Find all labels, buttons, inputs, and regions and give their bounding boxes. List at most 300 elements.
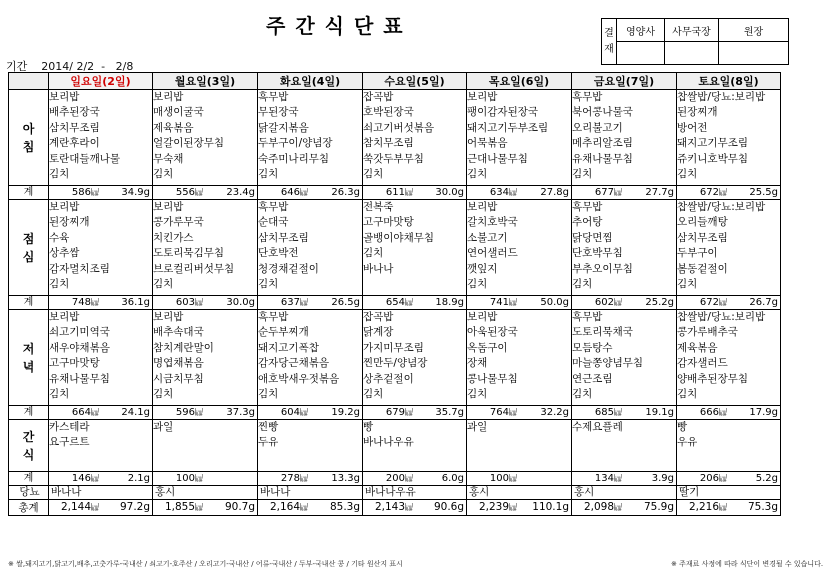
menu-item: 감자샐러드 — [677, 357, 728, 370]
menu-item: 팽이감자된장국 — [467, 106, 539, 119]
menu-item: 보리밥 — [467, 201, 498, 213]
kcal-row — [9, 406, 781, 420]
day-header: 토요일(8일) — [677, 73, 781, 90]
menu-item: 쑥갓두부무침 — [363, 152, 424, 165]
kcal-value: 679 — [385, 407, 405, 418]
meal-row — [9, 200, 781, 296]
total-protein: 75.9g — [643, 501, 674, 513]
meal-row — [9, 420, 781, 472]
menu-item: 찐만두/양념장 — [363, 357, 428, 370]
menu-item: 김치 — [677, 167, 698, 180]
menu-item: 김치 — [153, 387, 174, 400]
menu-item: 우유 — [677, 436, 698, 449]
menu-item: 수육 — [49, 231, 70, 244]
kcal-unit: ㎉ — [719, 408, 727, 417]
menu-item: 장채 — [467, 357, 488, 370]
menu-item: 참치계란말이 — [153, 341, 214, 354]
menu-item: 봄동겉절이 — [677, 262, 728, 275]
day-header: 금요일(7일) — [572, 73, 677, 90]
change-notice: ※ 주재료 사정에 따라 식단이 변경될 수 있습니다. — [671, 560, 823, 568]
protein-value: 17.9g — [749, 407, 778, 418]
kcal-unit: ㎉ — [195, 188, 203, 197]
protein-value: 26.5g — [331, 297, 360, 308]
menu-item: 흑무밥 — [258, 311, 289, 323]
menu-item: 김치 — [49, 277, 70, 290]
menu-item: 유채나물무침 — [49, 372, 110, 385]
kcal-value: 586 — [71, 187, 91, 198]
menu-item: 삼치무조림 — [258, 231, 309, 244]
menu-item: 호박된장국 — [363, 106, 414, 119]
kcal-unit: ㎉ — [405, 298, 413, 307]
menu-item: 바나나우유 — [363, 436, 414, 449]
menu-item: 닭계장 — [363, 326, 394, 339]
menu-item: 빵 — [363, 421, 374, 433]
menu-item: 부추오이무침 — [572, 262, 633, 275]
meal-label-char: 아 — [22, 121, 35, 136]
menu-cell — [49, 310, 153, 406]
menu-item: 찐빵 — [258, 421, 279, 433]
total-cell — [258, 500, 363, 516]
menu-item: 숙주미나리무침 — [258, 152, 330, 165]
kcal-unit: ㎉ — [91, 298, 99, 307]
menu-cell — [467, 200, 572, 296]
kcal-value: 764 — [489, 407, 509, 418]
meal-label-char: 점 — [22, 231, 35, 246]
menu-item: 갈치호박국 — [467, 216, 518, 229]
menu-cell — [153, 310, 258, 406]
menu-item: 김치 — [153, 167, 174, 180]
kcal-value: 611 — [385, 187, 405, 198]
total-kcal: 1,855 — [164, 501, 195, 513]
menu-item: 오리불고기 — [572, 121, 623, 134]
menu-item: 쥬키니호박무침 — [677, 152, 749, 165]
kcal-row-label: 계 — [9, 296, 49, 310]
menu-cell — [677, 310, 781, 406]
menu-cell — [677, 420, 781, 472]
kcal-unit: ㎉ — [300, 503, 308, 512]
menu-item: 콩가루무국 — [153, 216, 204, 229]
kcal-value: 654 — [385, 297, 405, 308]
protein-value: 30.0g — [226, 297, 255, 308]
meal-label-char: 식 — [22, 447, 35, 462]
menu-cell — [153, 90, 258, 186]
menu-item: 도토리묵김무침 — [153, 247, 225, 260]
menu-item: 감자멸치조림 — [49, 262, 110, 275]
total-kcal: 2,144 — [60, 501, 91, 513]
menu-item: 수제요플레 — [572, 421, 623, 433]
menu-item: 된장찌개 — [677, 106, 718, 119]
menu-item: 고구마맛탕 — [49, 357, 100, 370]
approval-header-director: 원장 — [719, 19, 789, 42]
menu-item: 추어탕 — [572, 216, 603, 229]
diabetic-item: 홍시 — [572, 486, 677, 500]
kcal-unit: ㎉ — [614, 188, 622, 197]
kcal-unit: ㎉ — [300, 474, 308, 483]
kcal-unit: ㎉ — [719, 474, 727, 483]
kcal-unit: ㎉ — [614, 474, 622, 483]
menu-item: 골뱅이야채무침 — [363, 231, 435, 244]
menu-item: 보리밥 — [153, 311, 184, 323]
menu-item: 방어전 — [677, 121, 708, 134]
meal-label-char: 침 — [22, 139, 35, 154]
menu-item — [467, 435, 571, 450]
kcal-unit: ㎉ — [405, 474, 413, 483]
nutrition-cell — [363, 406, 467, 420]
nutrition-cell — [153, 472, 258, 486]
diabetic-item: 바나나 — [258, 486, 363, 500]
kcal-value: 741 — [489, 297, 509, 308]
kcal-value: 748 — [71, 297, 91, 308]
protein-value: 32.2g — [540, 407, 569, 418]
menu-cell — [258, 310, 363, 406]
menu-item: 소불고기 — [467, 231, 508, 244]
menu-cell — [258, 200, 363, 296]
menu-item: 김치 — [677, 277, 698, 290]
kcal-value: 100 — [175, 473, 195, 484]
menu-item: 보리밥 — [49, 91, 80, 103]
origin-footnote: ※ 쌀,돼지고기,닭고기,배추,고춧가루-국내산 / 쇠고기-호주산 / 오리고기-국내산 / 어류-국내산 / 두부-국내산 콩 / 기타 원산지 표시 — [8, 560, 403, 568]
total-protein: 90.6g — [433, 501, 464, 513]
kcal-unit: ㎉ — [614, 503, 622, 512]
protein-value: 24.1g — [121, 407, 150, 418]
day-header-row — [9, 73, 781, 90]
protein-value: 30.0g — [435, 187, 464, 198]
menu-item: 감자당근채볶음 — [258, 357, 330, 370]
nutrition-cell — [258, 406, 363, 420]
menu-cell — [153, 420, 258, 472]
total-protein: 110.1g — [532, 501, 569, 513]
menu-item: 보리밥 — [467, 311, 498, 323]
menu-item: 닭갈지볶음 — [258, 121, 309, 134]
meal-label — [9, 200, 49, 296]
kcal-value: 646 — [280, 187, 300, 198]
menu-item: 깻잎지 — [467, 262, 498, 275]
menu-item: 마늘쫑양념무침 — [572, 357, 644, 370]
menu-item: 잡곡밥 — [363, 91, 394, 103]
menu-item: 모듬탕수 — [572, 341, 613, 354]
total-kcal: 2,164 — [269, 501, 300, 513]
menu-item: 메추리알조림 — [572, 137, 633, 150]
menu-item: 쇠고기미역국 — [49, 326, 110, 339]
menu-item — [363, 277, 466, 292]
kcal-value: 206 — [699, 473, 719, 484]
approval-header-manager: 사무국장 — [665, 19, 719, 42]
kcal-value: 556 — [175, 187, 195, 198]
menu-item: 콩가루배추국 — [677, 326, 738, 339]
kcal-row-label: 계 — [9, 186, 49, 200]
kcal-value: 146 — [71, 473, 91, 484]
protein-value: 37.3g — [226, 407, 255, 418]
approval-box — [601, 18, 789, 65]
menu-cell — [572, 200, 677, 296]
kcal-value: 134 — [594, 473, 614, 484]
nutrition-cell — [49, 472, 153, 486]
menu-cell — [49, 200, 153, 296]
diabetic-item: 바나나 — [49, 486, 153, 500]
total-label: 총계 — [9, 500, 49, 516]
kcal-unit: ㎉ — [405, 408, 413, 417]
kcal-value: 634 — [489, 187, 509, 198]
diabetic-item: 홍시 — [153, 486, 258, 500]
menu-item: 두부구이 — [677, 247, 718, 260]
kcal-unit: ㎉ — [405, 503, 413, 512]
menu-item: 김치 — [572, 277, 593, 290]
approval-header-dietitian: 영양사 — [617, 19, 665, 42]
menu-item: 명엽채볶음 — [153, 357, 204, 370]
menu-item: 김치 — [572, 387, 593, 400]
protein-value: 19.1g — [645, 407, 674, 418]
diabetic-row — [9, 486, 781, 500]
protein-value: 25.5g — [749, 187, 778, 198]
kcal-value: 637 — [280, 297, 300, 308]
page-title: 주간식단표 — [266, 14, 413, 38]
menu-item: 얼갈이된장무침 — [153, 137, 225, 150]
menu-item: 무숙채 — [153, 152, 184, 165]
kcal-unit: ㎉ — [91, 503, 99, 512]
kcal-unit: ㎉ — [509, 503, 517, 512]
menu-item: 도토리묵채국 — [572, 326, 633, 339]
diabetic-item: 바나나우유 — [363, 486, 467, 500]
kcal-unit: ㎉ — [300, 188, 308, 197]
menu-item: 흑무밥 — [572, 91, 603, 103]
meal-row — [9, 310, 781, 406]
menu-item: 김치 — [258, 387, 279, 400]
nutrition-cell — [153, 406, 258, 420]
nutrition-cell — [258, 296, 363, 310]
menu-cell — [363, 310, 467, 406]
kcal-value: 278 — [280, 473, 300, 484]
meal-label-char: 저 — [22, 341, 35, 356]
kcal-unit: ㎉ — [614, 298, 622, 307]
diabetic-item: 딸기 — [677, 486, 781, 500]
menu-item: 브로컬리버섯무침 — [153, 262, 235, 275]
menu-cell — [572, 420, 677, 472]
day-header: 목요일(6일) — [467, 73, 572, 90]
menu-item: 김치 — [153, 277, 174, 290]
nutrition-cell — [258, 472, 363, 486]
menu-item: 김치 — [258, 167, 279, 180]
meal-row — [9, 90, 781, 186]
protein-value: 5.2g — [755, 473, 778, 484]
menu-item: 김치 — [572, 167, 593, 180]
protein-value: 26.7g — [749, 297, 778, 308]
protein-value: 18.9g — [435, 297, 464, 308]
menu-item: 요구르트 — [49, 436, 90, 449]
menu-item: 카스테라 — [49, 421, 90, 433]
protein-value: 35.7g — [435, 407, 464, 418]
total-protein: 75.3g — [747, 501, 778, 513]
kcal-value: 666 — [699, 407, 719, 418]
menu-item: 돼지고기두부조림 — [467, 121, 549, 134]
menu-item: 김치 — [49, 387, 70, 400]
diabetic-item: 홍시 — [467, 486, 572, 500]
menu-item: 쇠고기버섯볶음 — [363, 121, 435, 134]
menu-cell — [467, 420, 572, 472]
total-protein: 85.3g — [329, 501, 360, 513]
menu-cell — [677, 90, 781, 186]
menu-item: 근대나물무침 — [467, 152, 528, 165]
menu-item: 순대국 — [258, 216, 289, 229]
menu-cell — [258, 90, 363, 186]
kcal-value: 603 — [175, 297, 195, 308]
menu-table — [8, 72, 781, 516]
menu-item: 상추겉절이 — [363, 372, 414, 385]
kcal-unit: ㎉ — [195, 474, 203, 483]
meal-label — [9, 90, 49, 186]
kcal-unit: ㎉ — [509, 188, 517, 197]
nutrition-cell — [572, 296, 677, 310]
total-cell — [363, 500, 467, 516]
protein-value: 13.3g — [331, 473, 360, 484]
meal-label-char: 심 — [22, 249, 35, 264]
kcal-value: 677 — [594, 187, 614, 198]
menu-item: 시금치무침 — [153, 372, 204, 385]
kcal-unit: ㎉ — [195, 503, 203, 512]
menu-item: 제육볶음 — [677, 341, 718, 354]
menu-item: 아욱된장국 — [467, 326, 518, 339]
menu-item: 새우야채볶음 — [49, 341, 110, 354]
kcal-row — [9, 186, 781, 200]
kcal-unit: ㎉ — [91, 474, 99, 483]
kcal-value: 664 — [71, 407, 91, 418]
menu-item: 북어콩나물국 — [572, 106, 633, 119]
protein-value: 50.0g — [540, 297, 569, 308]
protein-value: 26.3g — [331, 187, 360, 198]
nutrition-cell — [363, 186, 467, 200]
menu-item: 순두부찌개 — [258, 326, 309, 339]
menu-item: 배추속대국 — [153, 326, 204, 339]
menu-item: 닭당면찜 — [572, 231, 613, 244]
menu-cell — [363, 420, 467, 472]
kcal-value: 685 — [594, 407, 614, 418]
protein-value: 25.2g — [645, 297, 674, 308]
menu-item: 김치 — [363, 387, 384, 400]
menu-item: 옥돔구이 — [467, 341, 508, 354]
menu-item: 과일 — [467, 421, 488, 433]
total-protein: 97.2g — [119, 501, 150, 513]
menu-item: 전복죽 — [363, 201, 394, 213]
total-kcal: 2,098 — [583, 501, 614, 513]
kcal-unit: ㎉ — [300, 298, 308, 307]
period-label: 기간 — [6, 60, 28, 73]
kcal-unit: ㎉ — [509, 408, 517, 417]
menu-item: 제육볶음 — [153, 121, 194, 134]
menu-item: 배추된장국 — [49, 106, 100, 119]
kcal-value: 672 — [699, 297, 719, 308]
menu-item: 가지미무조림 — [363, 341, 424, 354]
nutrition-cell — [467, 186, 572, 200]
kcal-unit: ㎉ — [300, 408, 308, 417]
menu-item: 찹쌀밥/당뇨:보리밥 — [677, 311, 766, 323]
menu-item: 찹쌀밥/당뇨:보리밥 — [677, 201, 766, 213]
kcal-value: 672 — [699, 187, 719, 198]
menu-item: 보리밥 — [153, 201, 184, 213]
approval-sign-dietitian[interactable] — [617, 42, 665, 65]
menu-cell — [363, 90, 467, 186]
menu-item: 연근조림 — [572, 372, 613, 385]
kcal-value: 604 — [280, 407, 300, 418]
protein-value: 34.9g — [121, 187, 150, 198]
menu-item: 계란후라이 — [49, 137, 100, 150]
menu-item: 삼치무조림 — [49, 121, 100, 134]
approval-side-label: 결재 — [602, 19, 617, 65]
total-cell — [677, 500, 781, 516]
kcal-unit: ㎉ — [509, 298, 517, 307]
total-cell — [572, 500, 677, 516]
menu-item: 흑무밥 — [258, 91, 289, 103]
menu-item: 삼치무조림 — [677, 231, 728, 244]
total-row — [9, 500, 781, 516]
kcal-unit: ㎉ — [614, 408, 622, 417]
menu-item: 보리밥 — [153, 91, 184, 103]
menu-cell — [467, 310, 572, 406]
menu-item: 보리밥 — [49, 201, 80, 213]
kcal-unit: ㎉ — [405, 188, 413, 197]
menu-item: 매생이굴국 — [153, 106, 204, 119]
kcal-unit: ㎉ — [91, 408, 99, 417]
kcal-unit: ㎉ — [195, 408, 203, 417]
menu-item: 두부구이/양념장 — [258, 137, 333, 150]
kcal-value: 596 — [175, 407, 195, 418]
period-value: 2014/ 2/2 - 2/8 — [41, 60, 134, 73]
kcal-row — [9, 296, 781, 310]
nutrition-cell — [153, 186, 258, 200]
menu-item: 참치무조림 — [363, 137, 414, 150]
menu-cell — [258, 420, 363, 472]
nutrition-cell — [467, 296, 572, 310]
nutrition-cell — [572, 186, 677, 200]
menu-item: 돼지고기폭찹 — [258, 341, 319, 354]
kcal-unit: ㎉ — [195, 298, 203, 307]
nutrition-cell — [258, 186, 363, 200]
total-kcal: 2,239 — [478, 501, 509, 513]
menu-item: 무된장국 — [258, 106, 299, 119]
menu-item: 토란대들깨나물 — [49, 152, 121, 165]
menu-item: 콩나물무침 — [467, 372, 518, 385]
protein-value: 6.0g — [441, 473, 464, 484]
total-kcal: 2,216 — [688, 501, 719, 513]
protein-value: 3.9g — [651, 473, 674, 484]
nutrition-cell — [49, 406, 153, 420]
menu-item: 흑무밥 — [572, 201, 603, 213]
total-kcal: 2,143 — [374, 501, 405, 513]
approval-sign-manager[interactable] — [665, 42, 719, 65]
nutrition-cell — [467, 472, 572, 486]
kcal-row-label: 계 — [9, 472, 49, 486]
nutrition-cell — [677, 296, 781, 310]
menu-item: 흑무밥 — [258, 201, 289, 213]
nutrition-cell — [677, 472, 781, 486]
meal-label — [9, 310, 49, 406]
menu-item: 두유 — [258, 436, 279, 449]
approval-sign-director[interactable] — [719, 42, 789, 65]
menu-item: 흑무밥 — [572, 311, 603, 323]
meal-label — [9, 420, 49, 472]
total-protein: 90.7g — [224, 501, 255, 513]
kcal-unit: ㎉ — [91, 188, 99, 197]
corner-cell — [9, 73, 49, 90]
kcal-unit: ㎉ — [719, 298, 727, 307]
menu-item: 과일 — [153, 421, 174, 433]
total-cell — [153, 500, 258, 516]
menu-item: 상추쌈 — [49, 247, 80, 260]
menu-item: 오리들깨탕 — [677, 216, 728, 229]
protein-value: 2.1g — [127, 473, 150, 484]
nutrition-cell — [677, 406, 781, 420]
menu-item: 양배추된장무침 — [677, 372, 749, 385]
menu-cell — [49, 420, 153, 472]
nutrition-cell — [677, 186, 781, 200]
